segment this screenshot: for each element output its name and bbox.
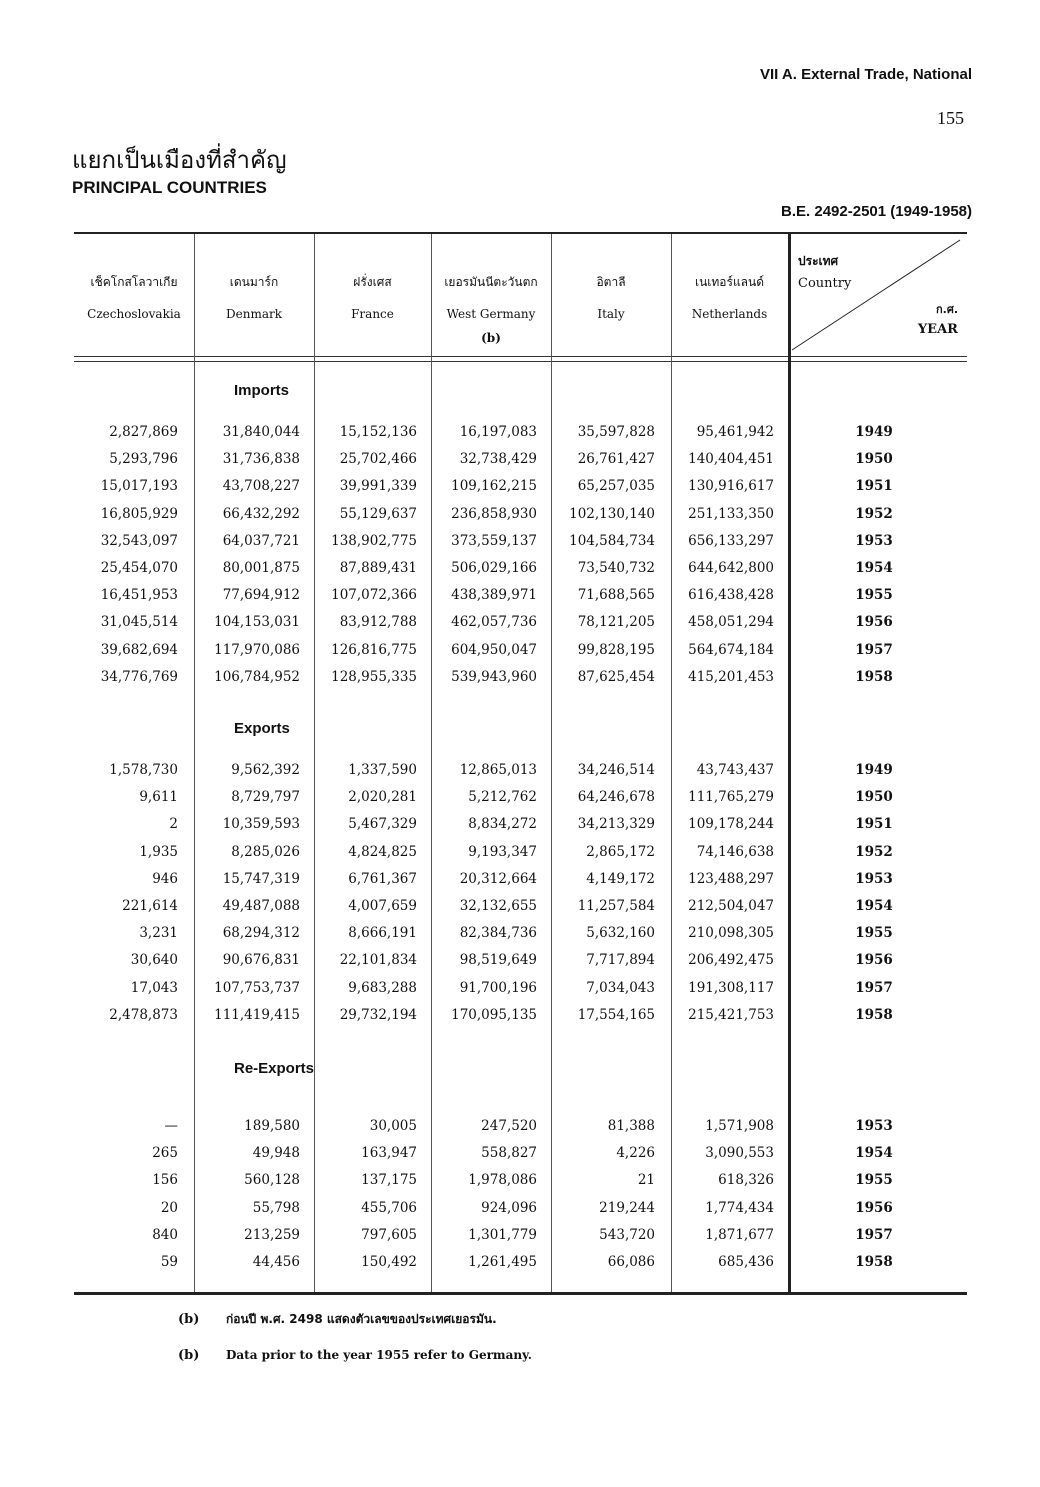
table-cell: 616,438,428 — [688, 587, 774, 604]
table-row — [74, 840, 967, 864]
table-cell: 34,213,329 — [577, 816, 655, 833]
table-cell: 20,312,664 — [459, 870, 537, 887]
table-cell: 618,326 — [718, 1172, 774, 1189]
table-cell: 12,865,013 — [459, 762, 537, 778]
table-row — [74, 1003, 967, 1027]
table-cell: 30,640 — [130, 952, 178, 969]
column-header-thai: อิตาลี — [596, 275, 626, 289]
footnote — [178, 1348, 532, 1363]
table-cell: 128,955,335 — [331, 668, 417, 685]
table-cell: 1,571,908 — [705, 1118, 774, 1134]
table-cell: 35,597,828 — [577, 424, 655, 440]
table-cell: 251,133,350 — [688, 505, 774, 522]
table-cell: — — [164, 1118, 178, 1134]
table-cell: 39,682,694 — [100, 641, 178, 658]
table-cell: 107,753,737 — [214, 979, 300, 996]
table-cell: 49,948 — [252, 1145, 300, 1162]
table-cell: 462,057,736 — [451, 614, 537, 631]
table-cell: 31,045,514 — [100, 614, 178, 631]
table-row — [74, 1114, 967, 1138]
year-cell: 1956 — [855, 1199, 893, 1216]
year-cell: 1957 — [855, 641, 893, 658]
table-cell: 29,732,194 — [339, 1006, 417, 1023]
year-label-english: YEAR — [917, 322, 958, 337]
table-cell: 210,098,305 — [688, 925, 774, 942]
table-cell: 71,688,565 — [577, 587, 655, 604]
table-cell: 656,133,297 — [688, 532, 774, 549]
table-cell: 102,130,140 — [569, 505, 655, 522]
table-cell: 8,729,797 — [231, 789, 300, 806]
table-cell: 4,149,172 — [586, 870, 655, 887]
table-cell: 539,943,960 — [451, 668, 537, 685]
table-cell: 4,007,659 — [348, 898, 417, 914]
year-cell: 1954 — [855, 898, 893, 914]
table-cell: 99,828,195 — [577, 641, 655, 658]
period-label: B.E. 2492-2501 (1949-1958) — [781, 203, 972, 220]
table-cell: 16,197,083 — [459, 424, 537, 440]
footnote-mark: (b) — [178, 1348, 200, 1363]
table-cell: 140,404,451 — [688, 451, 774, 468]
country-label-thai: ประเทศ — [798, 254, 839, 268]
table-cell: 644,642,800 — [688, 560, 774, 576]
table-cell: 2,020,281 — [348, 789, 417, 806]
table-cell: 107,072,366 — [331, 587, 417, 604]
table-cell: 73,540,732 — [577, 560, 655, 576]
table-cell: 55,798 — [252, 1199, 300, 1216]
table-cell: 5,293,796 — [109, 451, 178, 468]
table-cell: 685,436 — [718, 1254, 774, 1270]
table-row — [74, 583, 967, 607]
table-cell: 265 — [152, 1145, 178, 1162]
table-cell: 117,970,086 — [214, 641, 300, 658]
table-cell: 32,132,655 — [459, 898, 537, 914]
table-cell: 32,738,429 — [459, 451, 537, 468]
table-cell: 163,947 — [361, 1145, 417, 1162]
table-cell: 924,096 — [481, 1199, 537, 1216]
table-row — [74, 1168, 967, 1192]
column-header — [431, 274, 551, 346]
table-cell: 83,912,788 — [339, 614, 417, 631]
year-cell: 1951 — [855, 478, 893, 495]
column-header-thai: ฝรั่งเศส — [353, 275, 392, 289]
table-cell: 2,827,869 — [109, 424, 178, 440]
table-cell: 111,765,279 — [688, 789, 774, 806]
table-cell: 64,037,721 — [222, 532, 300, 549]
table-cell: 16,805,929 — [100, 505, 178, 522]
table-cell: 2,478,873 — [109, 1006, 178, 1023]
column-header-thai: เดนมาร์ก — [229, 275, 279, 289]
footnote-mark: (b) — [178, 1312, 200, 1327]
header-rule — [74, 356, 967, 357]
year-cell: 1955 — [855, 1172, 893, 1189]
table-cell: 81,388 — [607, 1118, 655, 1134]
table-cell: 1,978,086 — [468, 1172, 537, 1189]
table-cell: 95,461,942 — [696, 424, 774, 440]
table-cell: 43,743,437 — [696, 762, 774, 778]
table-cell: 130,916,617 — [688, 478, 774, 495]
table-cell: 16,451,953 — [100, 587, 178, 604]
table-row — [74, 1250, 967, 1274]
table-cell: 438,389,971 — [451, 587, 537, 604]
column-header-english: France — [351, 307, 394, 321]
year-cell: 1955 — [855, 925, 893, 942]
table-row — [74, 665, 967, 689]
table-cell: 10,359,593 — [222, 816, 300, 833]
table-cell: 22,101,834 — [339, 952, 417, 969]
table-row — [74, 785, 967, 809]
title-thai: แยกเป็นเมืองที่สำคัญ — [72, 146, 287, 174]
table-cell: 9,193,347 — [468, 843, 537, 860]
trade-table — [74, 232, 967, 1295]
table-cell: 109,162,215 — [451, 478, 537, 495]
table-cell: 215,421,753 — [688, 1006, 774, 1023]
table-cell: 123,488,297 — [688, 870, 774, 887]
table-cell: 109,178,244 — [688, 816, 774, 833]
column-header-english: Italy — [597, 307, 625, 321]
column-header-thai: เช็คโกสโลวาเกีย — [90, 275, 178, 289]
year-cell: 1951 — [855, 816, 893, 833]
table-row — [74, 1141, 967, 1165]
table-cell: 8,666,191 — [348, 925, 417, 942]
table-cell: 1,871,677 — [705, 1226, 774, 1243]
table-cell: 156 — [152, 1172, 178, 1189]
table-cell: 2 — [169, 816, 178, 833]
table-cell: 64,246,678 — [577, 789, 655, 806]
table-cell: 55,129,637 — [339, 505, 417, 522]
table-cell: 17,043 — [130, 979, 178, 996]
table-cell: 137,175 — [361, 1172, 417, 1189]
table-cell: 1,301,779 — [468, 1226, 537, 1243]
column-header-note: (b) — [481, 331, 501, 345]
table-row — [74, 529, 967, 553]
title-english: PRINCIPAL COUNTRIES — [72, 178, 267, 197]
table-cell: 5,467,329 — [348, 816, 417, 833]
group-label: Re-Exports — [234, 1060, 315, 1077]
table-row — [74, 1196, 967, 1220]
table-row — [74, 758, 967, 782]
footnote-text: ก่อนปี พ.ศ. 2498 แสดงตัวเลขของประเทศเยอรมัน. — [226, 1312, 497, 1326]
year-cell: 1953 — [855, 870, 893, 887]
table-row — [74, 894, 967, 918]
year-cell: 1957 — [855, 1226, 893, 1243]
country-label-english: Country — [798, 276, 852, 291]
table-cell: 43,708,227 — [222, 478, 300, 495]
table-cell: 15,152,136 — [339, 424, 417, 440]
table-row — [74, 638, 967, 662]
table-cell: 5,632,160 — [586, 925, 655, 942]
table-row — [74, 610, 967, 634]
table-cell: 91,700,196 — [459, 979, 537, 996]
table-cell: 106,784,952 — [214, 668, 300, 685]
table-cell: 8,834,272 — [468, 816, 537, 833]
table-cell: 20 — [160, 1199, 178, 1216]
table-cell: 221,614 — [122, 898, 178, 914]
table-cell: 80,001,875 — [222, 560, 300, 576]
table-cell: 558,827 — [481, 1145, 537, 1162]
table-row — [74, 1223, 967, 1247]
column-header — [551, 274, 671, 322]
table-cell: 6,761,367 — [348, 870, 417, 887]
table-cell: 138,902,775 — [331, 532, 417, 549]
table-cell: 7,717,894 — [586, 952, 655, 969]
table-cell: 32,543,097 — [100, 532, 178, 549]
table-cell: 9,683,288 — [348, 979, 417, 996]
table-cell: 506,029,166 — [451, 560, 537, 576]
footnote-text: Data prior to the year 1955 refer to Germany. — [226, 1348, 532, 1362]
table-cell: 8,285,026 — [231, 843, 300, 860]
table-cell: 11,257,584 — [577, 898, 655, 914]
year-cell: 1958 — [855, 1254, 893, 1270]
table-cell: 3,231 — [139, 925, 178, 942]
table-cell: 840 — [152, 1226, 178, 1243]
year-cell: 1958 — [855, 1006, 893, 1023]
table-cell: 82,384,736 — [459, 925, 537, 942]
table-cell: 49,487,088 — [222, 898, 300, 914]
table-cell: 111,419,415 — [214, 1006, 300, 1023]
table-cell: 9,562,392 — [231, 762, 300, 778]
table-cell: 797,605 — [361, 1226, 417, 1243]
year-cell: 1950 — [855, 789, 893, 806]
table-cell: 1,935 — [139, 843, 178, 860]
table-cell: 543,720 — [599, 1226, 655, 1243]
table-cell: 104,153,031 — [214, 614, 300, 631]
table-cell: 150,492 — [361, 1254, 417, 1270]
table-cell: 87,625,454 — [577, 668, 655, 685]
table-cell: 87,889,431 — [339, 560, 417, 576]
table-cell: 30,005 — [369, 1118, 417, 1134]
year-cell: 1958 — [855, 668, 893, 685]
table-cell: 2,865,172 — [586, 843, 655, 860]
table-cell: 458,051,294 — [688, 614, 774, 631]
table-cell: 104,584,734 — [569, 532, 655, 549]
table-row — [74, 867, 967, 891]
column-header-thai: เนเทอร์แลนด์ — [694, 275, 765, 289]
page-number: 155 — [937, 108, 964, 128]
header-rule-double — [74, 361, 967, 362]
table-cell: 415,201,453 — [688, 668, 774, 685]
table-row — [74, 502, 967, 526]
footnote — [178, 1310, 497, 1329]
table-cell: 247,520 — [481, 1118, 537, 1134]
group-label: Exports — [234, 720, 290, 737]
table-cell: 15,747,319 — [222, 870, 300, 887]
table-cell: 26,761,427 — [577, 451, 655, 468]
table-cell: 25,454,070 — [100, 560, 178, 576]
table-cell: 946 — [152, 870, 178, 887]
column-header-english: West Germany — [446, 307, 536, 321]
table-cell: 191,308,117 — [688, 979, 774, 996]
column-header — [314, 274, 431, 322]
table-row — [74, 976, 967, 1000]
year-cell: 1949 — [855, 424, 893, 440]
table-cell: 236,858,930 — [451, 505, 537, 522]
table-cell: 98,519,649 — [459, 952, 537, 969]
table-cell: 65,257,035 — [577, 478, 655, 495]
column-header-english: Netherlands — [691, 307, 768, 321]
table-cell: 189,580 — [244, 1118, 300, 1134]
column-header — [671, 274, 788, 322]
table-cell: 1,774,434 — [705, 1199, 774, 1216]
table-row — [74, 921, 967, 945]
table-cell: 25,702,466 — [339, 451, 417, 468]
table-cell: 15,017,193 — [100, 478, 178, 495]
table-cell: 59 — [160, 1254, 178, 1270]
year-cell: 1956 — [855, 614, 893, 631]
table-cell: 3,090,553 — [705, 1145, 774, 1162]
table-cell: 66,086 — [607, 1254, 655, 1270]
year-cell: 1953 — [855, 1118, 893, 1134]
table-cell: 68,294,312 — [222, 925, 300, 942]
table-cell: 206,492,475 — [688, 952, 774, 969]
column-header — [74, 274, 194, 322]
year-cell: 1955 — [855, 587, 893, 604]
column-header-english: Denmark — [226, 307, 282, 321]
table-row — [74, 447, 967, 471]
table-cell: 219,244 — [599, 1199, 655, 1216]
table-cell: 4,226 — [616, 1145, 655, 1162]
year-cell: 1954 — [855, 560, 893, 576]
table-cell: 5,212,762 — [468, 789, 537, 806]
year-cell: 1950 — [855, 451, 893, 468]
table-cell: 7,034,043 — [586, 979, 655, 996]
column-header-thai: เยอรมันนีตะวันตก — [444, 275, 538, 289]
table-row — [74, 474, 967, 498]
table-cell: 44,456 — [252, 1254, 300, 1270]
table-cell: 170,095,135 — [451, 1006, 537, 1023]
table-row — [74, 812, 967, 836]
table-cell: 213,259 — [244, 1226, 300, 1243]
year-cell: 1956 — [855, 952, 893, 969]
year-cell: 1949 — [855, 762, 893, 778]
year-cell: 1957 — [855, 979, 893, 996]
year-cell: 1952 — [855, 505, 893, 522]
column-header — [194, 274, 314, 322]
table-cell: 9,611 — [139, 789, 178, 806]
table-cell: 455,706 — [361, 1199, 417, 1216]
column-header-english: Czechoslovakia — [87, 307, 181, 321]
table-row — [74, 420, 967, 444]
table-cell: 74,146,638 — [696, 843, 774, 860]
table-cell: 77,694,912 — [222, 587, 300, 604]
table-cell: 78,121,205 — [577, 614, 655, 631]
table-cell: 4,824,825 — [348, 843, 417, 860]
year-label-thai: ก.ศ. — [936, 303, 958, 316]
section-heading: VII A. External Trade, National — [759, 66, 972, 83]
table-cell: 39,991,339 — [339, 478, 417, 495]
table-row — [74, 556, 967, 580]
group-label: Imports — [234, 382, 290, 399]
table-cell: 31,840,044 — [222, 424, 300, 440]
table-cell: 604,950,047 — [451, 641, 537, 658]
year-cell: 1954 — [855, 1145, 893, 1162]
table-cell: 212,504,047 — [688, 898, 774, 914]
table-cell: 564,674,184 — [688, 641, 774, 658]
table-cell: 34,246,514 — [577, 762, 655, 778]
table-cell: 373,559,137 — [451, 532, 537, 549]
table-row — [74, 948, 967, 972]
table-cell: 1,337,590 — [348, 762, 417, 778]
table-cell: 560,128 — [244, 1172, 300, 1189]
year-cell: 1952 — [855, 843, 893, 860]
table-cell: 31,736,838 — [222, 451, 300, 468]
table-cell: 66,432,292 — [222, 505, 300, 522]
table-cell: 1,578,730 — [109, 762, 178, 778]
year-cell: 1953 — [855, 532, 893, 549]
table-cell: 21 — [637, 1172, 655, 1189]
table-cell: 17,554,165 — [577, 1006, 655, 1023]
table-cell: 90,676,831 — [222, 952, 300, 969]
table-cell: 1,261,495 — [468, 1254, 537, 1270]
table-cell: 126,816,775 — [331, 641, 417, 658]
table-cell: 34,776,769 — [100, 668, 178, 685]
corner-header — [788, 234, 966, 356]
